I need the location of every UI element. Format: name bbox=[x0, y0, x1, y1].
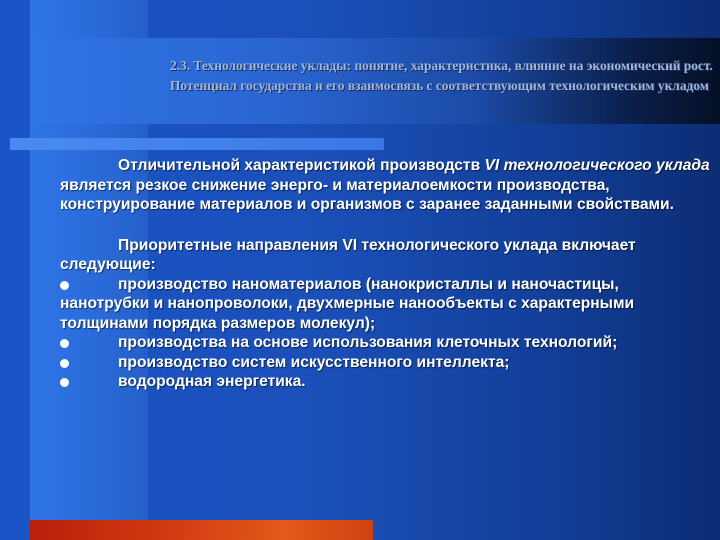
list-item bbox=[60, 353, 710, 373]
list-item-text: производство систем искусственного интеллекта; bbox=[118, 353, 510, 371]
list-item bbox=[60, 372, 710, 392]
slide-title: 2.3. Технологические уклады: понятие, характеристика, влияние на экономический рост. Потенциал государства и его взаимосвязь с соответствующим технологическим укладом bbox=[170, 58, 713, 93]
priorities-intro: Приоритетные направления VI технологического уклада включает следующие: bbox=[60, 236, 636, 273]
bullet-dot-icon bbox=[60, 339, 69, 348]
list-item bbox=[60, 275, 710, 334]
bullet-dot-icon bbox=[60, 281, 69, 290]
bullet-dot-icon bbox=[60, 378, 69, 387]
title-underline-bar bbox=[10, 138, 384, 150]
bottom-decorative-bar bbox=[30, 520, 373, 540]
paragraph-text-pre: Отличительной характеристикой производств bbox=[118, 157, 485, 174]
list-item-text: производства на основе использования клеточных технологий; bbox=[118, 334, 618, 351]
paragraph-characteristic bbox=[60, 156, 710, 215]
list-item-text: водородная энергетика. bbox=[118, 373, 306, 390]
priorities-block bbox=[60, 236, 710, 392]
slide-content bbox=[60, 156, 710, 392]
list-item-text: производство наноматериалов (нанокристаллы и наночастицы, нанотрубки и нанопроволоки, двухмерные нанообъекты с характерными толщинами порядка размеров молекул); bbox=[60, 275, 635, 332]
bullet-dot-icon bbox=[60, 359, 69, 368]
paragraph-text-post: является резкое снижение энерго- и материалоемкости производства, конструирование материалов и организмов с заранее заданными свойствами. bbox=[60, 176, 674, 213]
list-item bbox=[60, 333, 710, 353]
paragraph-text-italic: VI технологического уклада bbox=[484, 157, 710, 174]
